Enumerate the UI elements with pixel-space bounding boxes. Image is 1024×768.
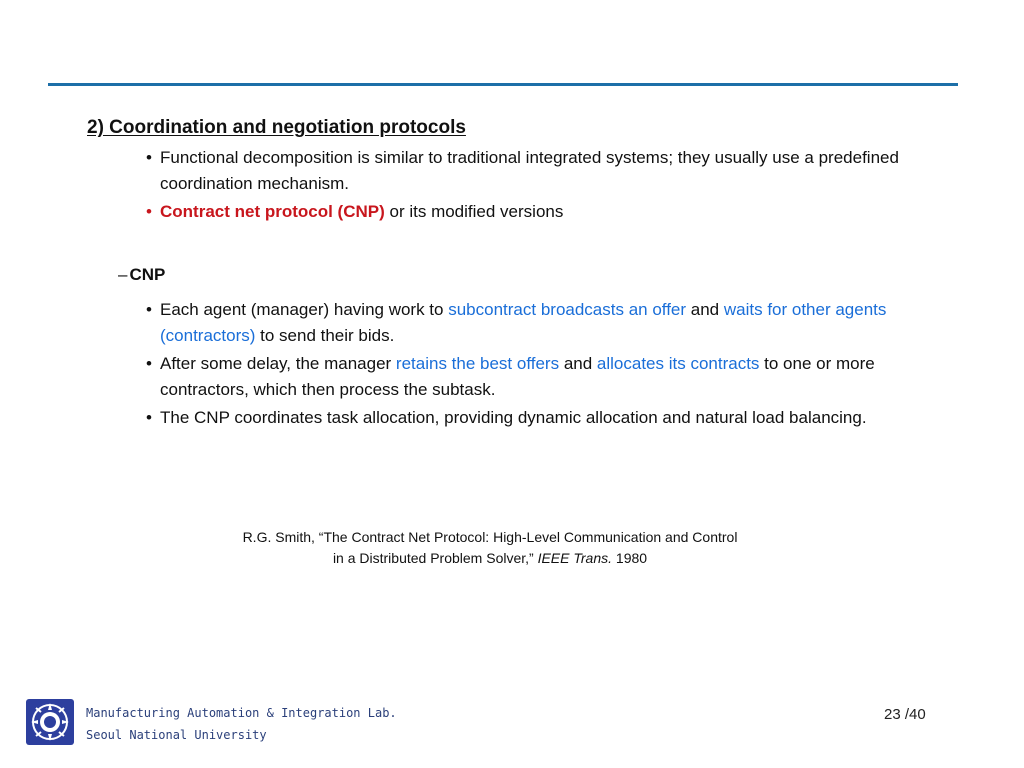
highlight-text: allocates its contracts <box>596 354 760 373</box>
citation-text: in a Distributed Problem Solver,” <box>332 550 538 566</box>
header-divider <box>48 83 958 86</box>
list-item <box>146 351 936 403</box>
citation <box>180 527 800 569</box>
page-number: 23 /40 <box>884 706 926 723</box>
list-item <box>146 405 936 431</box>
bullet-dot: • <box>146 300 152 319</box>
lab-name: Manufacturing Automation & Integration Lab. <box>86 706 397 720</box>
bullet-text: to send their bids. <box>255 326 395 345</box>
cnp-subheading <box>118 265 165 285</box>
bullet-text: or its modified versions <box>384 202 564 221</box>
university-name: Seoul National University <box>86 728 267 742</box>
subheading-label: CNP <box>129 265 166 284</box>
bullet-text: The CNP coordinates task allocation, providing dynamic allocation and natural load balancing. <box>160 408 867 427</box>
citation-year: 1980 <box>612 550 648 566</box>
bullet-dot: • <box>146 148 152 167</box>
list-item <box>146 297 936 349</box>
cnp-highlight: Contract net protocol (CNP) <box>160 202 385 221</box>
bullet-dot: • <box>146 408 152 427</box>
list-item <box>146 199 936 225</box>
bullet-text: to one or more contractors, which then process the subtask. <box>160 354 875 399</box>
bullet-dot: • <box>146 354 152 373</box>
bullet-text: After some delay, the manager <box>160 354 396 373</box>
subheading-dash: – <box>118 265 128 284</box>
citation-journal: IEEE Trans. <box>537 550 613 566</box>
coordination-bullet-list <box>146 145 936 227</box>
citation-line-1: R.G. Smith, “The Contract Net Protocol: High-Level Communication and Control <box>242 529 738 545</box>
citation-line-2 <box>180 548 800 569</box>
bullet-text: and <box>559 354 597 373</box>
highlight-text: retains the best offers <box>395 354 560 373</box>
bullet-dot: • <box>146 202 152 221</box>
highlight-text: subcontract broadcasts an offer <box>448 300 687 319</box>
bullet-text: Functional decomposition is similar to traditional integrated systems; they usually use a predefined coordination mechanism. <box>160 148 899 193</box>
bullet-text: Each agent (manager) having work to <box>160 300 449 319</box>
bullet-text: and <box>686 300 724 319</box>
section-heading: 2) Coordination and negotiation protocols <box>87 117 466 138</box>
highlight-text: waits for other agents (contractors) <box>160 300 887 345</box>
university-emblem-icon <box>24 697 76 747</box>
cnp-bullet-list <box>146 297 936 433</box>
list-item <box>146 145 936 197</box>
footer-text <box>86 702 397 746</box>
